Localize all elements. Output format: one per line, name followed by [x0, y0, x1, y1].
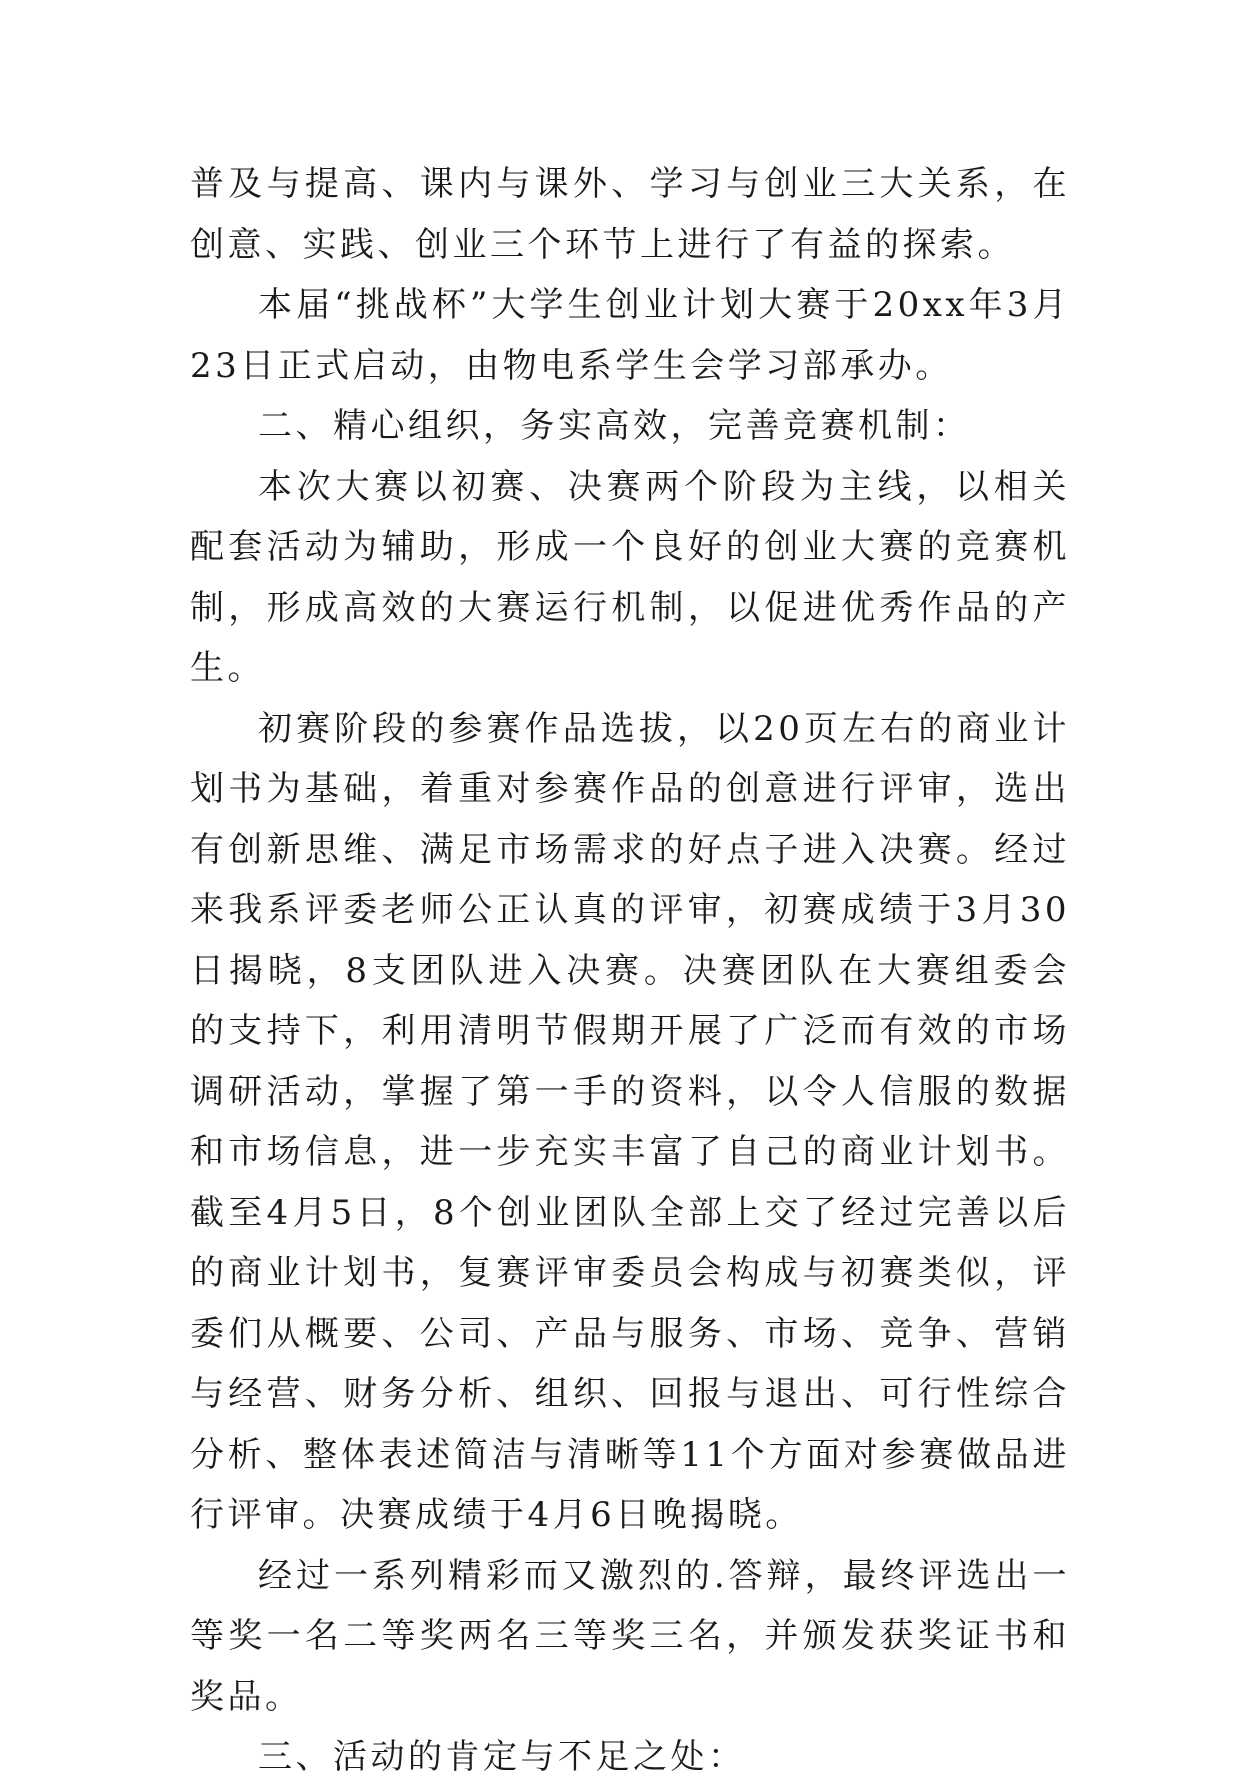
section-heading-organization: 二、精心组织，务实高效，完善竞赛机制： [258, 406, 971, 446]
paragraph-intro-continued: 普及与提高、课内与课外、学习与创业三大关系，在创意、实践、创业三个环节上进行了有益的探索。 [190, 164, 1070, 265]
document-body [190, 154, 1070, 1788]
section-heading-evaluation: 三、活动的肯定与不足之处： [258, 1737, 746, 1777]
paragraph-competition-launch: 本届“挑战杯”大学生创业计划大赛于20xx年3月23日正式启动，由物电系学生会学习部承办。 [190, 285, 1070, 386]
paragraph-competition-mechanism: 本次大赛以初赛、决赛两个阶段为主线，以相关配套活动为辅助，形成一个良好的创业大赛的竞赛机制，形成高效的大赛运行机制，以促进优秀作品的产生。 [190, 466, 1070, 688]
paragraph-preliminary-and-final: 初赛阶段的参赛作品选拔，以20页左右的商业计划书为基础，着重对参赛作品的创意进行评审，选出有创新思维、满足市场需求的好点子进入决赛。经过来我系评委老师公正认真的评审，初赛成绩于3月30日揭晓，8支团队进入决赛。决赛团队在大赛组委会的支持下，利用清明节假期开展了广泛而有效的市场调研活动，掌握了第一手的资料，以令人信服的数据和市场信息，进一步充实丰富了自己的商业计划书。截至4月5日，8个创业团队全部上交了经过完善以后的商业计划书，复赛评审委员会构成与初赛类似，评委们从概要、公司、产品与服务、市场、竞争、营销与经营、财务分析、组织、回报与退出、可行性综合分析、整体表述简洁与清晰等11个方面对参赛做品进行评审。决赛成绩于4月6日晚揭晓。 [190, 708, 1070, 1535]
paragraph-awards: 经过一系列精彩而又激烈的.答辩，最终评选出一等奖一名二等奖两名三等奖三名，并颁发获奖证书和奖品。 [190, 1555, 1070, 1717]
